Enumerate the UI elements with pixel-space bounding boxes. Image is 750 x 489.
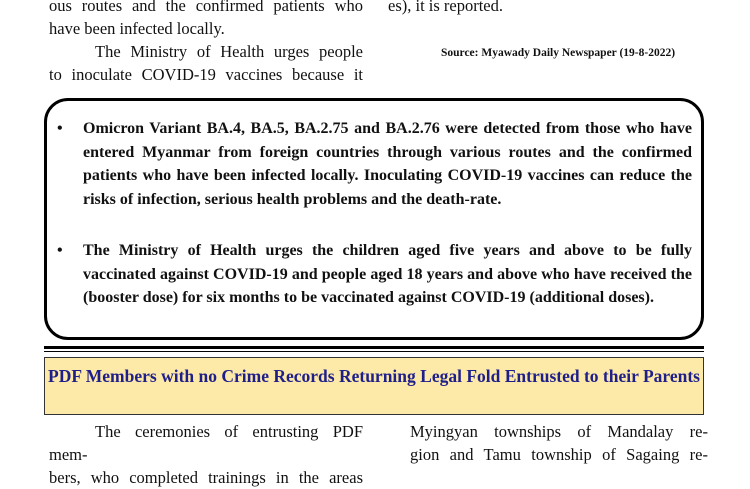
summary-box [44, 98, 704, 340]
bullet-icon: • [57, 120, 63, 137]
article-source: Source: Myawady Daily Newspaper (19-8-2022) [441, 47, 676, 59]
article-line: es), it is reported. [388, 0, 504, 15]
article-line: to inoculate COVID-19 vaccines because it [49, 65, 363, 84]
article-line: The ceremonies of entrusting PDF mem- [49, 422, 363, 464]
article-right-column [410, 420, 708, 466]
article-headline: PDF Members with no Crime Records Returning Legal Fold Entrusted to their Parents [44, 357, 704, 415]
article-right-column [388, 0, 708, 17]
article-line: The Ministry of Health urges people [95, 42, 363, 61]
article-line: gion and Tamu township of Sagaing re- [410, 445, 708, 464]
summary-bullet-item [57, 239, 692, 310]
article-line: bers, who completed trainings in the areas [49, 468, 363, 487]
bullet-icon: • [57, 242, 63, 259]
summary-bullet-text: The Ministry of Health urges the children aged five years and above to be fully vaccinated against COVID-19 and people aged 18 years and above who have received the (booster dose) for six months to be vaccinated against COVID-19 (additional doses). [83, 242, 692, 306]
article-left-column [49, 0, 363, 86]
summary-bullet-item [57, 117, 692, 211]
article-line: ous routes and the confirmed patients who [49, 0, 363, 15]
section-divider-thin [44, 351, 704, 352]
article-line: Myingyan townships of Mandalay re- [410, 422, 708, 441]
article-left-column [49, 420, 363, 489]
summary-bullet-text: Omicron Variant BA.4, BA.5, BA.2.75 and BA.2.76 were detected from those who have entered Myanmar from foreign countries through various routes and the confirmed patients who have been infected locally. Inoculating COVID-19 vaccines can reduce the risks of infection, serious health problems and the death-rate. [83, 120, 692, 208]
article-line: have been infected locally. [49, 19, 225, 38]
section-divider-thick [44, 346, 704, 349]
